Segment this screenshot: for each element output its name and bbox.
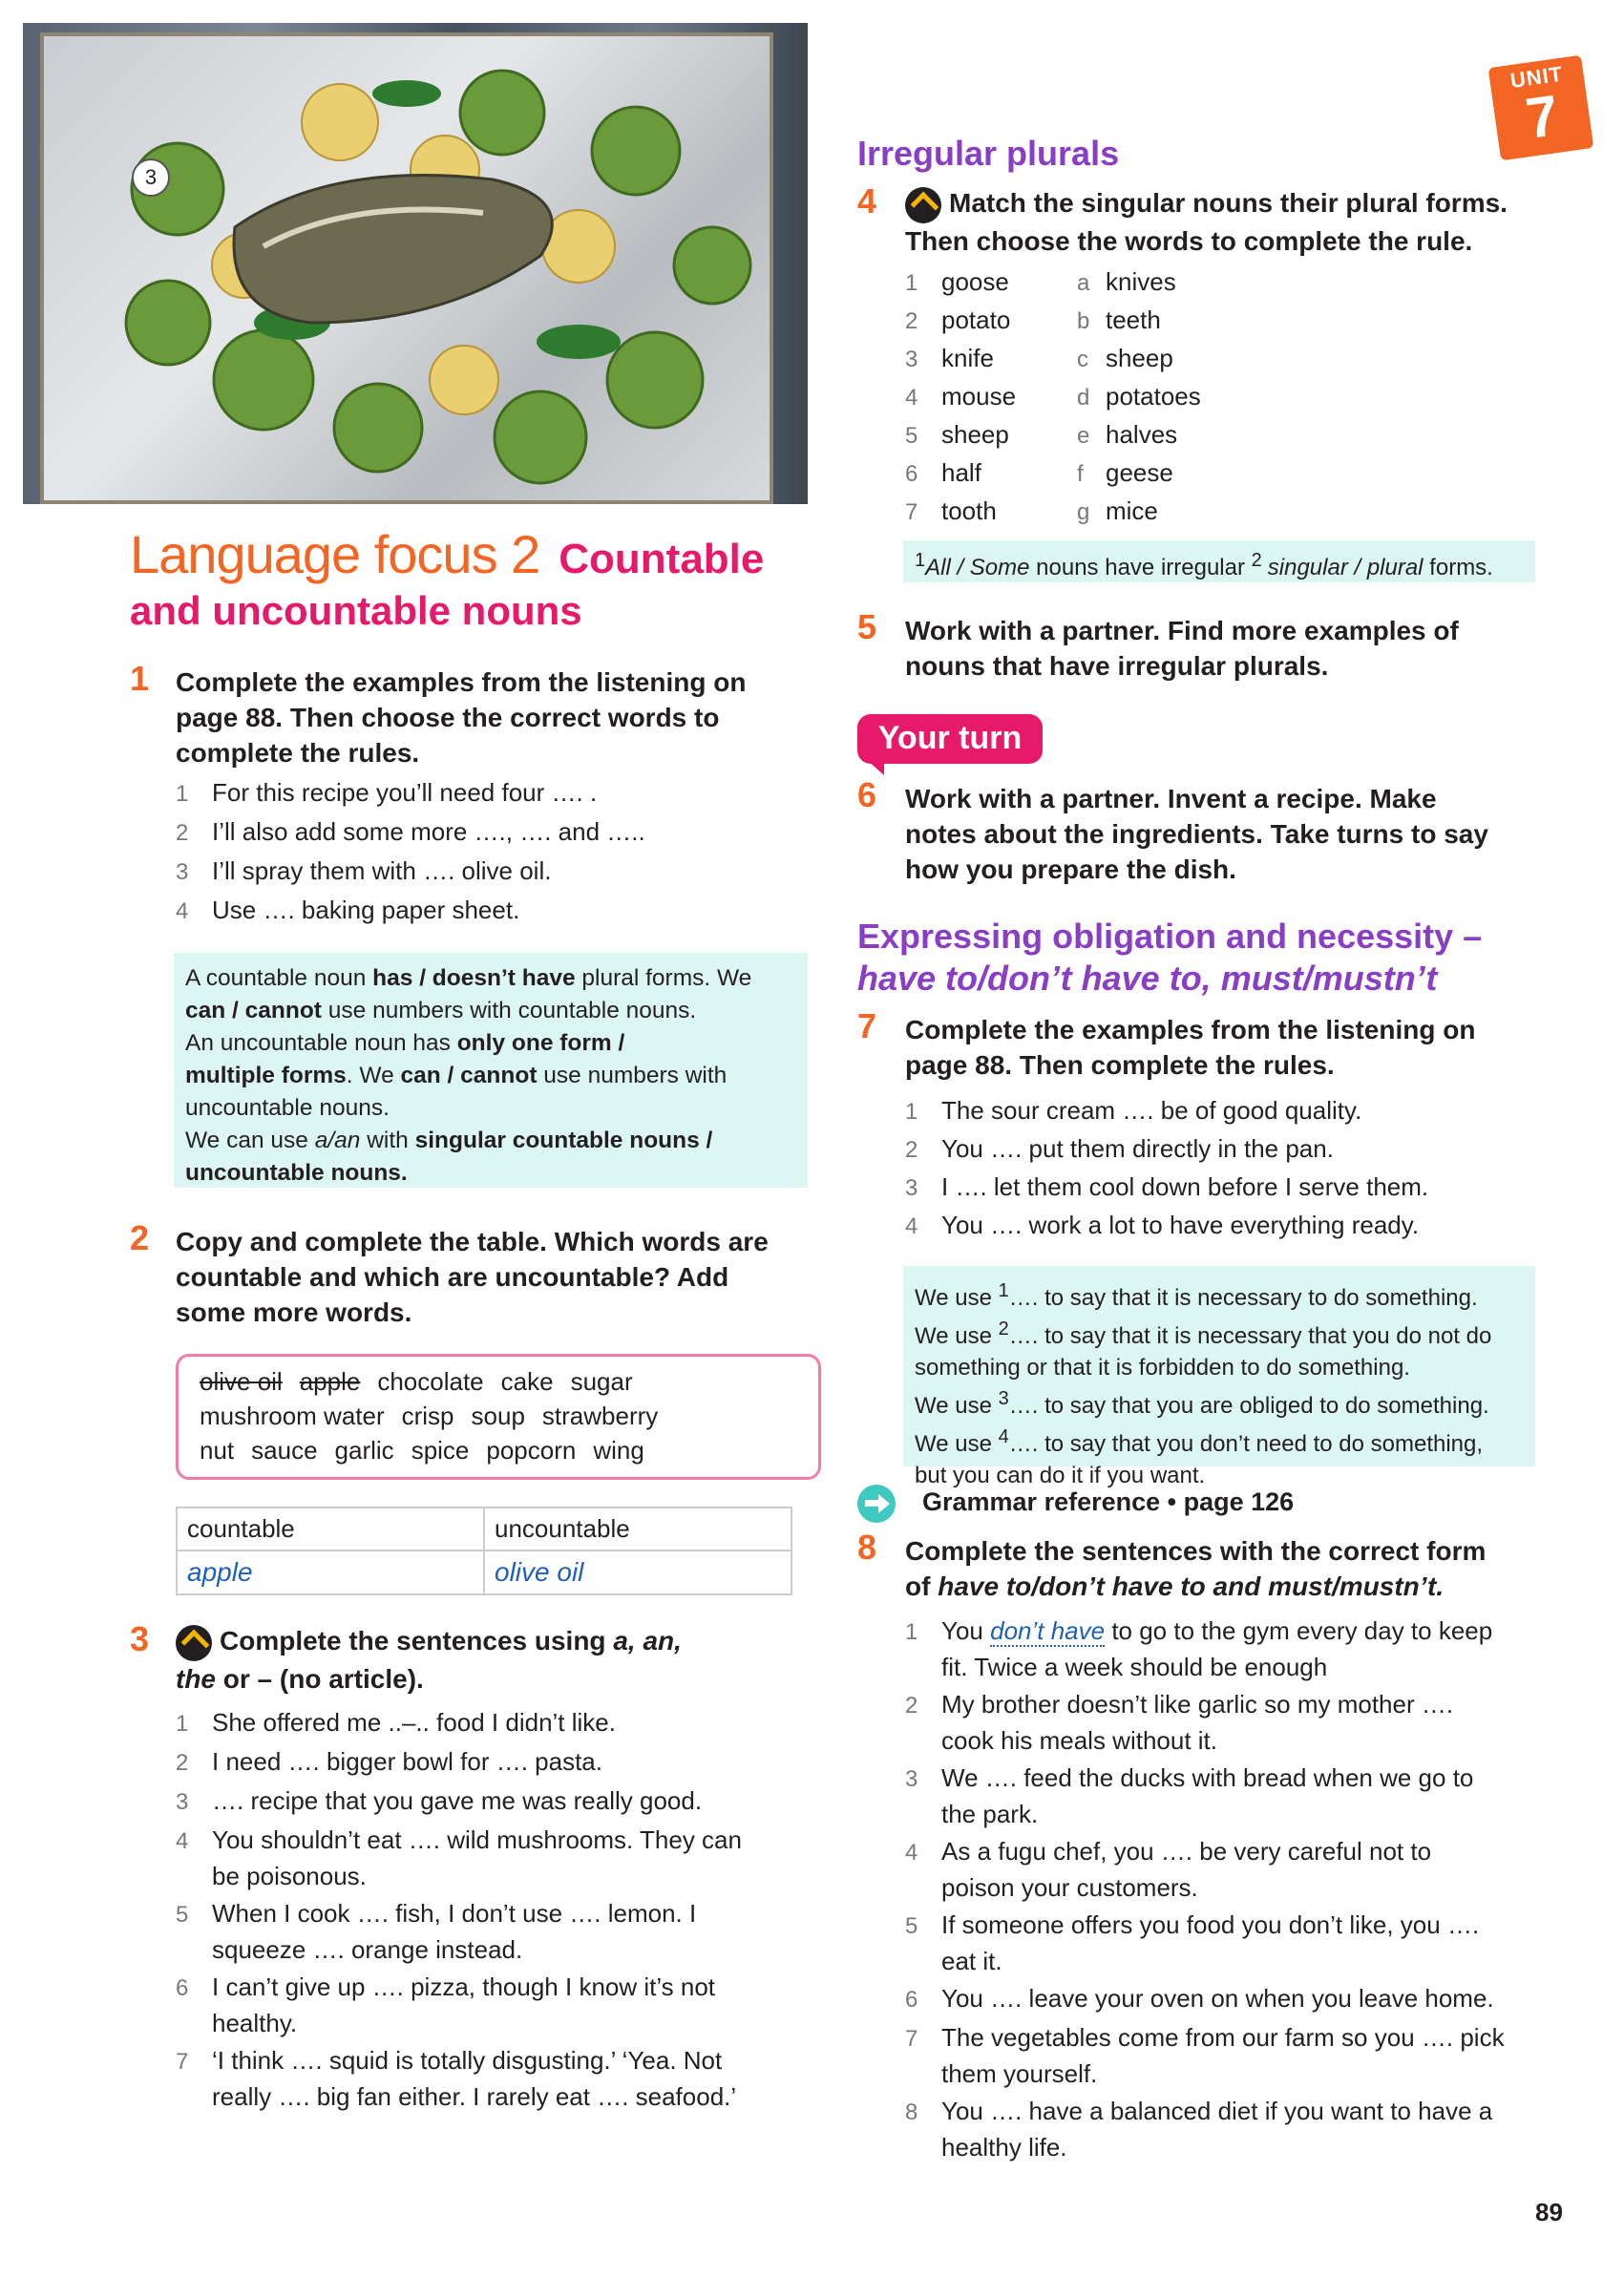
item-text: half — [941, 458, 981, 487]
item-number: 1 — [176, 1711, 189, 1737]
list-item — [905, 2094, 1592, 2164]
item-text: healthy. — [212, 2009, 298, 2037]
item-number: 4 — [176, 1828, 189, 1854]
item-number: 7 — [905, 2026, 918, 2052]
item-number: 1 — [176, 781, 189, 807]
item-number: 5 — [905, 423, 918, 449]
word: crisp — [401, 1402, 454, 1430]
audio-icon — [176, 1625, 212, 1661]
item-number: 1 — [905, 1099, 918, 1125]
rule-text: with — [360, 1128, 415, 1153]
item-text: You shouldn’t eat …. wild mushrooms. They can — [212, 1825, 742, 1854]
exercise-3-instructions — [176, 1623, 825, 1697]
instr-text: the — [176, 1663, 216, 1694]
obligation-heading: Expressing obligation and necessity – — [857, 917, 1483, 956]
list-item — [176, 1970, 825, 2040]
list-item — [1077, 416, 1268, 454]
item-text: I can’t give up …. pizza, though I know it’s not — [212, 1972, 716, 2001]
item-number: 3 — [905, 1766, 918, 1792]
item-number: 2 — [905, 308, 918, 334]
instr-line — [905, 1569, 1592, 1604]
item-text: For this recipe you’ll need four …. . — [212, 778, 598, 807]
item-number: 6 — [176, 1975, 189, 2001]
item-text: sheep — [1106, 344, 1173, 372]
list-item — [176, 775, 825, 812]
instr-line — [176, 1661, 825, 1697]
your-turn-banner: Your turn — [857, 714, 1043, 764]
rule-line: uncountable nouns. — [185, 1160, 408, 1186]
instr-text: Complete the sentences using — [220, 1626, 614, 1656]
list-item — [905, 493, 1067, 531]
instr-line: Work with a partner. Invent a recipe. Make — [905, 784, 1437, 813]
item-number: 1 — [905, 1619, 918, 1645]
item-text: I need …. bigger bowl for …. pasta. — [212, 1747, 602, 1776]
food-photo — [23, 23, 808, 504]
item-text: potatoes — [1106, 382, 1201, 411]
photo-number-badge: 3 — [132, 158, 170, 197]
word: chocolate — [377, 1367, 484, 1396]
word-row — [200, 1364, 797, 1399]
rule-line — [915, 1422, 1524, 1460]
word: sugar — [570, 1367, 633, 1396]
word: garlic — [334, 1436, 394, 1465]
rule-choice: can / cannot — [185, 998, 322, 1023]
item-text: tooth — [941, 496, 997, 525]
item-letter: g — [1077, 499, 1090, 525]
word-row — [200, 1433, 797, 1467]
word: nut — [200, 1436, 235, 1465]
instr-line — [176, 1623, 825, 1661]
exercise-1-instructions — [176, 664, 825, 770]
word: wing — [593, 1436, 644, 1465]
rule-choice: All / Some — [925, 555, 1030, 580]
item-text: We …. feed the ducks with bread when we go to — [941, 1763, 1474, 1792]
exercise-3-number: 3 — [130, 1619, 150, 1658]
item-number: 7 — [905, 499, 918, 525]
list-item — [176, 854, 825, 890]
audio-icon — [905, 187, 941, 223]
fish-vegetables-illustration — [44, 36, 770, 500]
superscript: 3 — [998, 1388, 1009, 1409]
rule-text: …. to say that you are obliged to do something. — [1008, 1393, 1489, 1419]
instr-line: Work with a partner. Find more examples of — [905, 616, 1459, 645]
baking-tray — [40, 32, 773, 504]
list-item — [905, 1169, 1592, 1207]
rule-line: uncountable nouns. — [185, 1095, 390, 1121]
irregular-plurals-heading: Irregular plurals — [857, 134, 1120, 173]
rule-box-obligation — [903, 1266, 1535, 1488]
rule-text: We can use — [185, 1128, 315, 1153]
unit-number: 7 — [1522, 82, 1563, 151]
rule-text: but you can do it if you want. — [915, 1463, 1206, 1488]
exercise-8-instructions — [905, 1533, 1592, 1604]
word: apple — [299, 1367, 361, 1396]
rule-text: . We — [346, 1063, 401, 1088]
instr-line: countable and which are uncountable? Add — [176, 1262, 729, 1292]
item-text: halves — [1106, 420, 1178, 449]
rule-text: An uncountable noun has — [185, 1030, 457, 1056]
list-item — [176, 1783, 825, 1820]
instr-text: a, an, — [613, 1626, 682, 1656]
item-letter: f — [1077, 461, 1084, 487]
item-number: 7 — [176, 2049, 189, 2075]
item-text: My brother doesn’t like garlic so my mother …. — [941, 1690, 1454, 1719]
exercise-7-instructions — [905, 1012, 1592, 1083]
list-item — [905, 454, 1067, 493]
grammar-reference-link[interactable]: Grammar reference • page 126 — [922, 1487, 1295, 1516]
rule-text: use numbers with — [537, 1063, 728, 1088]
superscript: 1 — [998, 1280, 1009, 1301]
item-number: 2 — [176, 820, 189, 846]
instr-line: Then choose the words to complete the rule. — [905, 225, 1473, 256]
section-title-sub1: Countable — [559, 536, 765, 582]
rule-choice: singular countable nouns / — [414, 1128, 713, 1153]
obligation-heading-sub: have to/don’t have to, must/mustn’t — [857, 959, 1438, 998]
item-text: them yourself. — [941, 2059, 1098, 2088]
rule-text: forms. — [1423, 555, 1493, 580]
list-item — [176, 1823, 825, 1893]
rule-text: …. to say that it is necessary that you do not do — [1008, 1323, 1492, 1349]
item-letter: d — [1077, 385, 1090, 411]
item-letter: e — [1077, 423, 1090, 449]
item-number: 3 — [176, 859, 189, 885]
instr-line: complete the rules. — [176, 738, 420, 768]
item-text: …. recipe that you gave me was really good. — [212, 1786, 703, 1815]
item-number: 4 — [905, 385, 918, 411]
rule-line — [185, 1027, 796, 1060]
countable-table — [176, 1507, 792, 1595]
list-item — [905, 264, 1067, 302]
list-item — [1077, 493, 1268, 531]
item-text: squeeze …. orange instead. — [212, 1935, 523, 1964]
item-text: If someone offers you food you don’t like, you …. — [941, 1910, 1480, 1939]
superscript: 2 — [998, 1318, 1009, 1339]
section-title-main: Language focus 2 — [130, 524, 540, 584]
list-item — [1077, 264, 1268, 302]
word: olive oil — [200, 1367, 283, 1396]
item-number: 2 — [176, 1750, 189, 1776]
rule-choice: multiple forms — [185, 1063, 347, 1088]
word: mushroom water — [200, 1402, 385, 1430]
superscript: 1 — [915, 550, 926, 571]
list-item — [905, 1687, 1592, 1758]
item-text: to go to the gym every day to keep — [1105, 1616, 1493, 1645]
your-turn-tail — [867, 760, 884, 775]
instr-line: Complete the examples from the listening on — [905, 1015, 1476, 1044]
item-number: 3 — [176, 1789, 189, 1815]
list-item — [176, 2043, 825, 2114]
list-item — [176, 814, 825, 851]
rule-line — [915, 1314, 1524, 1352]
plural-list — [1077, 264, 1268, 531]
item-text: healthy life. — [941, 2133, 1067, 2162]
section-title — [130, 523, 764, 585]
exercise-2-instructions — [176, 1224, 825, 1330]
list-item — [905, 1761, 1592, 1831]
item-text: The vegetables come from our farm so you …. pick — [941, 2023, 1505, 2052]
item-number: 4 — [905, 1213, 918, 1239]
rule-text: We use — [915, 1393, 999, 1419]
instr-text: Match the singular nouns their plural forms. — [949, 188, 1508, 218]
exercise-8-number: 8 — [857, 1528, 877, 1567]
item-number: 1 — [905, 270, 918, 296]
exercise-4-instructions — [905, 185, 1592, 259]
word-row — [200, 1399, 797, 1433]
item-text: sheep — [941, 420, 1009, 449]
item-text: Use …. baking paper sheet. — [212, 896, 520, 924]
exercise-5-number: 5 — [857, 607, 877, 646]
exercise-3-items — [176, 1705, 825, 2114]
rule-choice: can / cannot — [400, 1063, 538, 1088]
list-item — [905, 1092, 1592, 1130]
item-text: You …. have a balanced diet if you want to have a — [941, 2097, 1493, 2125]
list-item — [905, 302, 1067, 340]
exercise-6-number: 6 — [857, 775, 877, 814]
list-item — [905, 2020, 1592, 2091]
item-text: The sour cream …. be of good quality. — [941, 1096, 1362, 1125]
item-text: You …. put them directly in the pan. — [941, 1134, 1334, 1163]
instr-line — [905, 185, 1592, 223]
rule-choice: singular / plural — [1267, 555, 1424, 580]
rule-text: We use — [915, 1431, 999, 1457]
item-number: 8 — [905, 2099, 918, 2125]
rule-text: plural forms. We — [575, 965, 752, 991]
item-text: geese — [1106, 458, 1173, 487]
rule-choice: only one form / — [456, 1030, 625, 1056]
page-number: 89 — [1535, 2198, 1563, 2226]
item-text: mice — [1106, 496, 1158, 525]
item-number: 6 — [905, 461, 918, 487]
item-text: knives — [1106, 267, 1176, 296]
item-number: 3 — [905, 1175, 918, 1201]
list-item — [1077, 302, 1268, 340]
rule-line — [185, 962, 796, 995]
item-letter: b — [1077, 308, 1090, 334]
exercise-1-items — [176, 775, 825, 929]
list-item — [1077, 340, 1268, 378]
exercise-4-number: 4 — [857, 181, 877, 221]
list-item — [905, 378, 1067, 416]
item-text: As a fugu chef, you …. be very careful not to — [941, 1837, 1432, 1866]
item-text: the park. — [941, 1800, 1039, 1828]
exercise-2-number: 2 — [130, 1218, 150, 1257]
item-number: 4 — [176, 898, 189, 924]
exercise-7-number: 7 — [857, 1006, 877, 1045]
exercise-8-items — [905, 1614, 1592, 2164]
rule-text: something or that it is forbidden to do something. — [915, 1355, 1410, 1381]
list-item — [905, 1130, 1592, 1169]
item-text: ‘I think …. squid is totally disgusting.’ ‘Yea. Not — [212, 2046, 723, 2075]
rule-text: We use — [915, 1285, 999, 1311]
arrow-right-icon — [857, 1485, 896, 1523]
handwritten-answer: don’t have — [990, 1616, 1106, 1645]
item-text: You …. leave your oven on when you leave home. — [941, 1984, 1494, 2013]
list-item — [176, 1896, 825, 1967]
item-letter: c — [1077, 347, 1088, 372]
word: cake — [500, 1367, 554, 1396]
rule-line — [915, 1383, 1524, 1422]
item-text: You — [941, 1616, 991, 1645]
instr-line: page 88. Then choose the correct words to — [176, 703, 720, 732]
item-text: mouse — [941, 382, 1017, 411]
item-text: fit. Twice a week should be enough — [941, 1653, 1328, 1681]
list-item — [905, 1207, 1592, 1245]
instr-line: notes about the ingredients. Take turns to say — [905, 819, 1488, 849]
singular-list — [905, 264, 1067, 531]
item-letter: a — [1077, 270, 1090, 296]
rule-line — [185, 995, 796, 1027]
item-number: 2 — [905, 1137, 918, 1163]
item-text: potato — [941, 306, 1011, 334]
item-text: really …. big fan either. I rarely eat …. seafood.’ — [212, 2082, 737, 2111]
rule-text: …. to say that you don’t need to do something, — [1008, 1431, 1484, 1457]
list-item — [905, 340, 1067, 378]
instr-line: Complete the sentences with the correct form — [905, 1536, 1487, 1566]
table-header: uncountable — [484, 1508, 791, 1550]
item-text: be poisonous. — [212, 1862, 367, 1890]
instr-text: of — [905, 1571, 939, 1601]
exercise-7-items — [905, 1092, 1592, 1245]
item-text: I’ll spray them with …. olive oil. — [212, 856, 552, 885]
table-cell-handwritten: olive oil — [484, 1550, 791, 1594]
superscript: 2 — [1251, 550, 1262, 571]
list-item — [176, 1744, 825, 1781]
word: spice — [411, 1436, 470, 1465]
word-box — [176, 1354, 821, 1480]
item-text: You …. work a lot to have everything ready. — [941, 1211, 1420, 1239]
table-row — [177, 1550, 791, 1594]
rule-text: We use — [915, 1323, 999, 1349]
rule-text: use numbers with countable nouns. — [321, 998, 697, 1023]
list-item — [905, 1908, 1592, 1978]
list-item — [1077, 454, 1268, 493]
rule-choice: has / doesn’t have — [372, 965, 576, 991]
rule-line — [915, 1276, 1524, 1314]
item-text: poison your customers. — [941, 1873, 1198, 1902]
item-text: goose — [941, 267, 1009, 296]
section-title-sub2: and uncountable nouns — [130, 588, 582, 633]
rule-line — [185, 1125, 796, 1157]
item-text: cook his meals without it. — [941, 1726, 1218, 1755]
instr-text: have to/don’t have to and must/mustn’t. — [938, 1571, 1445, 1601]
exercise-6-instructions — [905, 781, 1592, 887]
word: popcorn — [486, 1436, 577, 1465]
item-number: 6 — [905, 1987, 918, 2013]
list-item — [905, 1981, 1592, 2017]
table-header-row — [177, 1508, 791, 1550]
item-text: teeth — [1106, 306, 1161, 334]
instr-text: or – (no article). — [216, 1663, 424, 1694]
item-number: 5 — [176, 1902, 189, 1928]
instr-line: nouns that have irregular plurals. — [905, 651, 1329, 681]
item-text: She offered me ..–.. food I didn’t like. — [212, 1708, 616, 1737]
list-item — [905, 1614, 1592, 1684]
exercise-1-number: 1 — [130, 659, 150, 698]
list-item — [176, 893, 825, 929]
item-number: 3 — [905, 347, 918, 372]
exercise-5-instructions — [905, 613, 1592, 684]
instr-line: how you prepare the dish. — [905, 854, 1236, 884]
item-text: When I cook …. fish, I don’t use …. lemon. I — [212, 1899, 697, 1928]
instr-line: page 88. Then complete the rules. — [905, 1050, 1335, 1080]
rule-text: …. to say that it is necessary to do something. — [1008, 1285, 1478, 1311]
rule-line — [185, 1060, 796, 1092]
rule-text: a/an — [314, 1128, 361, 1153]
rule-line — [915, 1352, 1524, 1383]
list-item — [1077, 378, 1268, 416]
table-header: countable — [177, 1508, 484, 1550]
word: sauce — [251, 1436, 318, 1465]
table-cell-handwritten: apple — [177, 1550, 484, 1594]
item-number: 4 — [905, 1840, 918, 1866]
word: strawberry — [541, 1402, 659, 1430]
item-text: knife — [941, 344, 994, 372]
instr-line: some more words. — [176, 1297, 412, 1327]
rule-text: nouns have irregular — [1029, 555, 1252, 580]
item-text: I’ll also add some more …., …. and ….. — [212, 817, 645, 846]
unit-label: UNIT — [1508, 61, 1565, 94]
rule-box-irregular — [903, 540, 1535, 582]
item-number: 2 — [905, 1693, 918, 1719]
instr-line: Copy and complete the table. Which words are — [176, 1227, 769, 1256]
list-item — [905, 1834, 1592, 1905]
list-item — [905, 416, 1067, 454]
list-item — [176, 1705, 825, 1741]
rule-text: A countable noun — [185, 965, 373, 991]
instr-line: Complete the examples from the listening on — [176, 667, 747, 697]
item-number: 5 — [905, 1913, 918, 1939]
superscript: 4 — [998, 1426, 1009, 1447]
unit-badge — [1488, 55, 1594, 161]
rule-box-countable — [174, 953, 808, 1188]
item-text: eat it. — [941, 1947, 1002, 1975]
word: soup — [471, 1402, 525, 1430]
item-text: I …. let them cool down before I serve them. — [941, 1172, 1429, 1201]
